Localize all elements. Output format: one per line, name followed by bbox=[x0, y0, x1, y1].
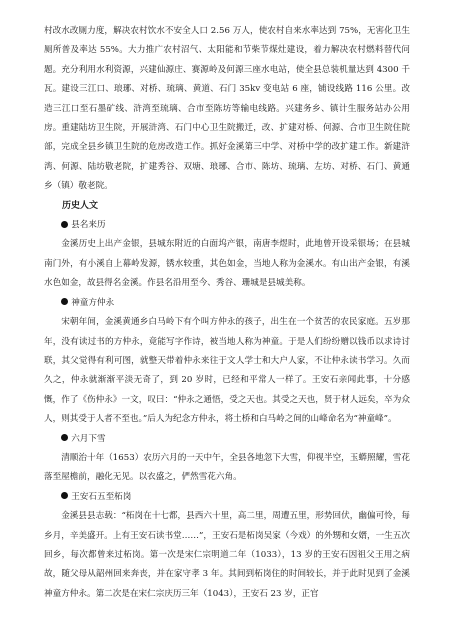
item-title-text: 六月下雪 bbox=[71, 433, 106, 444]
bullet-icon bbox=[61, 221, 68, 228]
item-title bbox=[44, 430, 410, 449]
item-title-text: 县名来历 bbox=[71, 220, 106, 231]
document-page bbox=[44, 22, 410, 604]
item-body: 金溪县县志载：“柘岗在十七都，县西六十里，高二里，周遭五里，形势回伏，幽偏可怜，每乡月，辛美盛开。上有王安石读书堂……”，王安石是柘岗吴家（今戏）的外甥和女婿，一生五次回乡，每次都曾来过柘岗。第一次是宋仁宗明道二年（1033），13 岁的王安石因祖父王用之病故，随父母从韶州回来奔丧，并在家守孝 3 年。其间到柘岗住的时间较长，并于此时见到了金溪神童方仲永。第二次是在宋仁宗庆历三年（1043），王安石 23 岁，正官 bbox=[44, 511, 410, 599]
bullet-icon bbox=[61, 492, 68, 499]
item-title-text: 神童方仲永 bbox=[71, 297, 115, 308]
item-title-text: 王安石五至柘岗 bbox=[71, 491, 132, 502]
bullet-icon bbox=[61, 434, 68, 441]
bullet-icon bbox=[61, 298, 68, 305]
item-title bbox=[44, 294, 410, 313]
item-body: 金溪历史上出产金银，县城东附近的白面坞产银，南唐李煜时，此地曾开设采银场；在县城南门外，有小溪自上幕岭发源，锈水较重，其色如金，当地人称为金溪水。有山出产金银，有溪水色如金，故县得名金溪。作县名沿用至今、秀谷、珊城是县城美称。 bbox=[44, 239, 410, 289]
item-body: 宋朝年间，金溪黄通乡白马岭下有个叫方仲永的孩子，出生在一个贫苦的农民家庭。五岁那年，没有读过书的方仲永，竟能写字作诗，被当地人称为神童。于是人们纷纷赠以钱币以求诗讨联，其父觉得有利可图，就整天带着仲永来往于文人学士和大户人家，不让仲永读书学习。久而久之，仲永就渐渐平淡无奇了，到 20 岁时，已经和平常人一样了。王安石亲闻此事，十分感慨，作了《伤仲永》一文，叹曰：“仲永之通悟，受之天也。其受之天也，贤于材人远矣，卒为众人，则其受于人者不至也。”后人为纪念方仲永，将土桥和白马岭之间的山峰命名为“神童峰”。 bbox=[44, 317, 410, 425]
section-title: 历史人文 bbox=[62, 200, 99, 211]
item-body: 清顺治十年（1653）农历六月的一天中午，全县各地忽下大雪，仰视半空，玉蟒照耀，雪花落至屋檐前，融化无见。以衣盛之，俨然雪花六角。 bbox=[44, 452, 410, 483]
item-title bbox=[44, 216, 410, 235]
item-title bbox=[44, 488, 410, 507]
intro-paragraph: 村改水改厕力度，解决农村饮水不安全人口 2.56 万人，使农村自来水率达到 75%，无害化卫生厕所普及率达 55%。大力推广农村沼气、太阳能和节柴节煤灶建设，着力解决农村燃料替代问题。充分利用水利资源，兴建仙源庄、赛源岭及何源三座水电站，使全县总装机量达到 4300 千瓦。建设三江口、琅琊、对桥、琉璃、黄道、石门 35kv 变电站 6 座，铺设线路 116 公里。改造三江口至石墨矿线、浒湾至琉璃、合市至陈坊等输电线路。兴建务乡、镇计生服务站办公用房。重建陆坊卫生院，开展浒湾、石门中心卫生院搬迁，改、扩建对桥、何源、合市卫生院住院部，完成全县乡镇卫生院的危房改造工作。抓好金溪第三中学、对桥中学的改扩建工作。新建浒湾、何源、陆坊敬老院，扩建秀谷、双塘、琅琊、合市、陈坊、琉璃、左坊、对桥、石门、黄通乡（镇）敬老院。 bbox=[44, 26, 410, 192]
